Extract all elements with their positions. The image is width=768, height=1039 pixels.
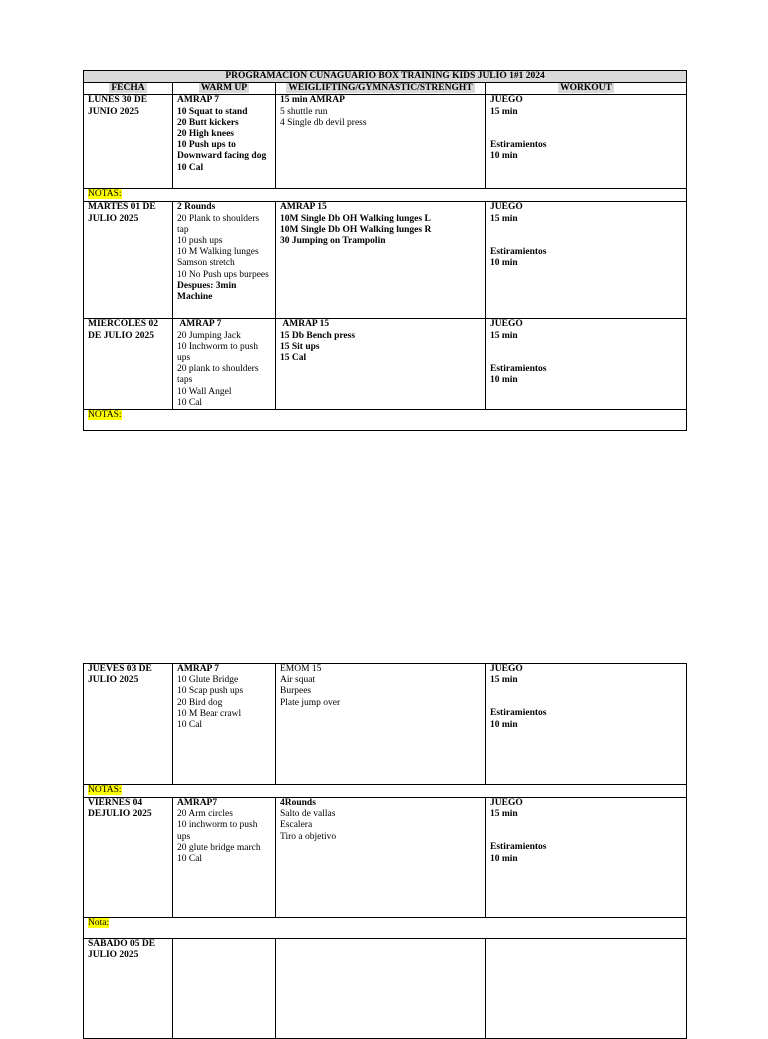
warmup-line: 20 Plank to shoulders tap xyxy=(177,213,262,235)
warmup-line: AMRAP7 xyxy=(177,798,218,808)
day-date: SABADO 05 DE JULIO 2025 xyxy=(84,939,173,1039)
strength-line: 15 Db Bench press xyxy=(280,330,356,341)
workout-game: JUEGO xyxy=(490,664,523,674)
workout-cell xyxy=(486,202,687,319)
notes-label: NOTAS: xyxy=(88,410,122,421)
workout-stretch: Estiramientos xyxy=(490,363,547,374)
warmup-line: 10 Push ups to Downward facing dog xyxy=(177,140,267,162)
warmup-line: 20 High knees xyxy=(177,129,235,140)
workout-stretch-time: 10 min xyxy=(490,258,518,269)
day-row xyxy=(84,95,687,189)
day-date: VIERNES 04 DEJULIO 2025 xyxy=(84,798,173,918)
workout-cell xyxy=(486,798,687,918)
strength-line: 4 Single db devil press xyxy=(280,117,367,128)
strength-line: Salto de vallas xyxy=(280,809,336,820)
strength-line: Plate jump over xyxy=(280,697,341,708)
workout-stretch: Estiramientos xyxy=(490,139,547,150)
notes-label: NOTAS: xyxy=(88,189,122,200)
workout-stretch: Estiramientos xyxy=(490,708,547,719)
day-date: MIERCOLES 02 DE JULIO 2025 xyxy=(84,319,173,410)
strength-line: Escalera xyxy=(280,820,313,831)
strength-line: AMRAP 15 xyxy=(280,202,327,213)
workout-stretch-time: 10 min xyxy=(490,151,518,162)
spacer xyxy=(490,118,682,140)
workout-game: JUEGO xyxy=(490,95,523,106)
warmup-line: 10 Scap push ups xyxy=(177,686,244,697)
warmup-line: 20 Arm circles xyxy=(177,809,233,820)
workout-game: JUEGO xyxy=(490,202,523,213)
day-row xyxy=(84,664,687,785)
warmup-cell xyxy=(173,798,276,918)
day-date: MARTES 01 DE JULIO 2025 xyxy=(84,202,173,319)
warmup-line: 10 Inchworm to push ups xyxy=(177,341,261,364)
warmup-line: 10 Cal xyxy=(177,854,203,865)
warmup-cell xyxy=(173,202,276,319)
warmup-line: 20 Jumping Jack xyxy=(177,330,241,341)
day-date: JUEVES 03 DE JULIO 2025 xyxy=(84,664,173,785)
schedule-title: PROGRAMACION CUNAGUARIO BOX TRAINING KIDS JULIO 1#1 2024 xyxy=(84,71,687,83)
notes-label: NOTAS: xyxy=(88,785,122,795)
notes-row xyxy=(84,918,687,939)
warmup-line: AMRAP 7 xyxy=(177,95,219,106)
spacer xyxy=(490,342,682,364)
warmup-line: 20 glute bridge march xyxy=(177,842,261,853)
spacer xyxy=(490,225,682,247)
strength-line: 4Rounds xyxy=(280,798,316,808)
warmup-line: 10 Cal xyxy=(177,162,204,173)
strength-line: 15 Cal xyxy=(280,353,307,364)
warmup-line: AMRAP 7 xyxy=(177,664,219,674)
strength-cell xyxy=(276,202,486,319)
warmup-line: 2 Rounds xyxy=(177,202,216,213)
warmup-line: 10 No Push ups burpees xyxy=(177,269,269,280)
header-fecha: FECHA xyxy=(84,83,173,95)
header-warmup: WARM UP xyxy=(173,83,276,95)
notes-row xyxy=(84,410,687,431)
warmup-line: AMRAP 7 xyxy=(177,319,222,330)
strength-cell xyxy=(276,664,486,785)
warmup-line: 10 inchworm to push ups xyxy=(177,820,260,842)
warmup-line: 10 push ups xyxy=(177,236,223,247)
warmup-cell xyxy=(173,95,276,189)
workout-stretch: Estiramientos xyxy=(490,842,547,853)
strength-line: Air squat xyxy=(280,675,316,686)
strength-cell xyxy=(276,798,486,918)
day-date: LUNES 30 DE JUNIO 2025 xyxy=(84,95,173,189)
schedule-table-page1 xyxy=(83,70,687,431)
workout-game-time: 15 min xyxy=(490,809,518,820)
warmup-line: 10 Cal xyxy=(177,720,203,731)
strength-line: Burpees xyxy=(280,686,312,697)
notes-label: Nota: xyxy=(88,918,110,928)
workout-cell xyxy=(486,319,687,410)
strength-line: 30 Jumping on Trampolin xyxy=(280,236,386,247)
strength-line: Tiro a objetivo xyxy=(280,831,337,842)
strength-line: AMRAP 15 xyxy=(280,319,330,330)
day-row xyxy=(84,202,687,319)
strength-line: 10M Single Db OH Walking lunges L xyxy=(280,213,431,224)
day-row xyxy=(84,319,687,410)
workout-game-time: 15 min xyxy=(490,330,518,341)
workout-game-time: 15 min xyxy=(490,213,518,224)
workout-stretch-time: 10 min xyxy=(490,853,518,864)
workout-cell xyxy=(486,664,687,785)
spacer xyxy=(490,686,682,708)
warmup-line: Samson stretch xyxy=(177,258,235,269)
workout-game-time: 15 min xyxy=(490,675,518,686)
strength-cell xyxy=(276,95,486,189)
strength-line: 10M Single Db OH Walking lunges R xyxy=(280,224,432,235)
strength-line: 15 Sit ups xyxy=(280,341,320,352)
strength-line: 5 shuttle run xyxy=(280,106,328,117)
spacer xyxy=(490,820,682,842)
warmup-line: 10 M Bear crawl xyxy=(177,708,242,719)
strength-cell xyxy=(276,319,486,410)
strength-line: EMOM 15 xyxy=(280,664,322,674)
warmup-line: 10 Wall Angel xyxy=(177,386,232,397)
warmup-line: 10 Glute Bridge xyxy=(177,675,239,686)
warmup-cell xyxy=(173,319,276,410)
warmup-cell xyxy=(173,664,276,785)
workout-game-time: 15 min xyxy=(490,106,518,117)
warmup-line: Despues: 3min Machine xyxy=(177,280,239,303)
warmup-line: 20 Bird dog xyxy=(177,697,223,708)
workout-game: JUEGO xyxy=(490,798,523,808)
workout-cell xyxy=(486,95,687,189)
warmup-line: 10 Cal xyxy=(177,397,203,408)
warmup-line: 10 Squat to stand xyxy=(177,106,248,117)
workout-game: JUEGO xyxy=(490,319,523,330)
strength-line: 15 min AMRAP xyxy=(280,95,345,106)
warmup-line: 20 plank to shoulders taps xyxy=(177,364,261,386)
workout-stretch-time: 10 min xyxy=(490,719,518,730)
workout-stretch: Estiramientos xyxy=(490,246,547,257)
workout-stretch-time: 10 min xyxy=(490,375,518,386)
notes-row xyxy=(84,189,687,202)
schedule-table-page2 xyxy=(83,663,687,1039)
header-strength: WEIGLIFTING/GYMNASTIC/STRENGHT xyxy=(276,83,486,95)
warmup-line: 10 M Walking lunges xyxy=(177,247,259,258)
header-workout: WORKOUT xyxy=(486,83,687,95)
notes-row xyxy=(84,785,687,798)
warmup-line: 20 Butt kickers xyxy=(177,117,239,128)
day-row xyxy=(84,798,687,918)
